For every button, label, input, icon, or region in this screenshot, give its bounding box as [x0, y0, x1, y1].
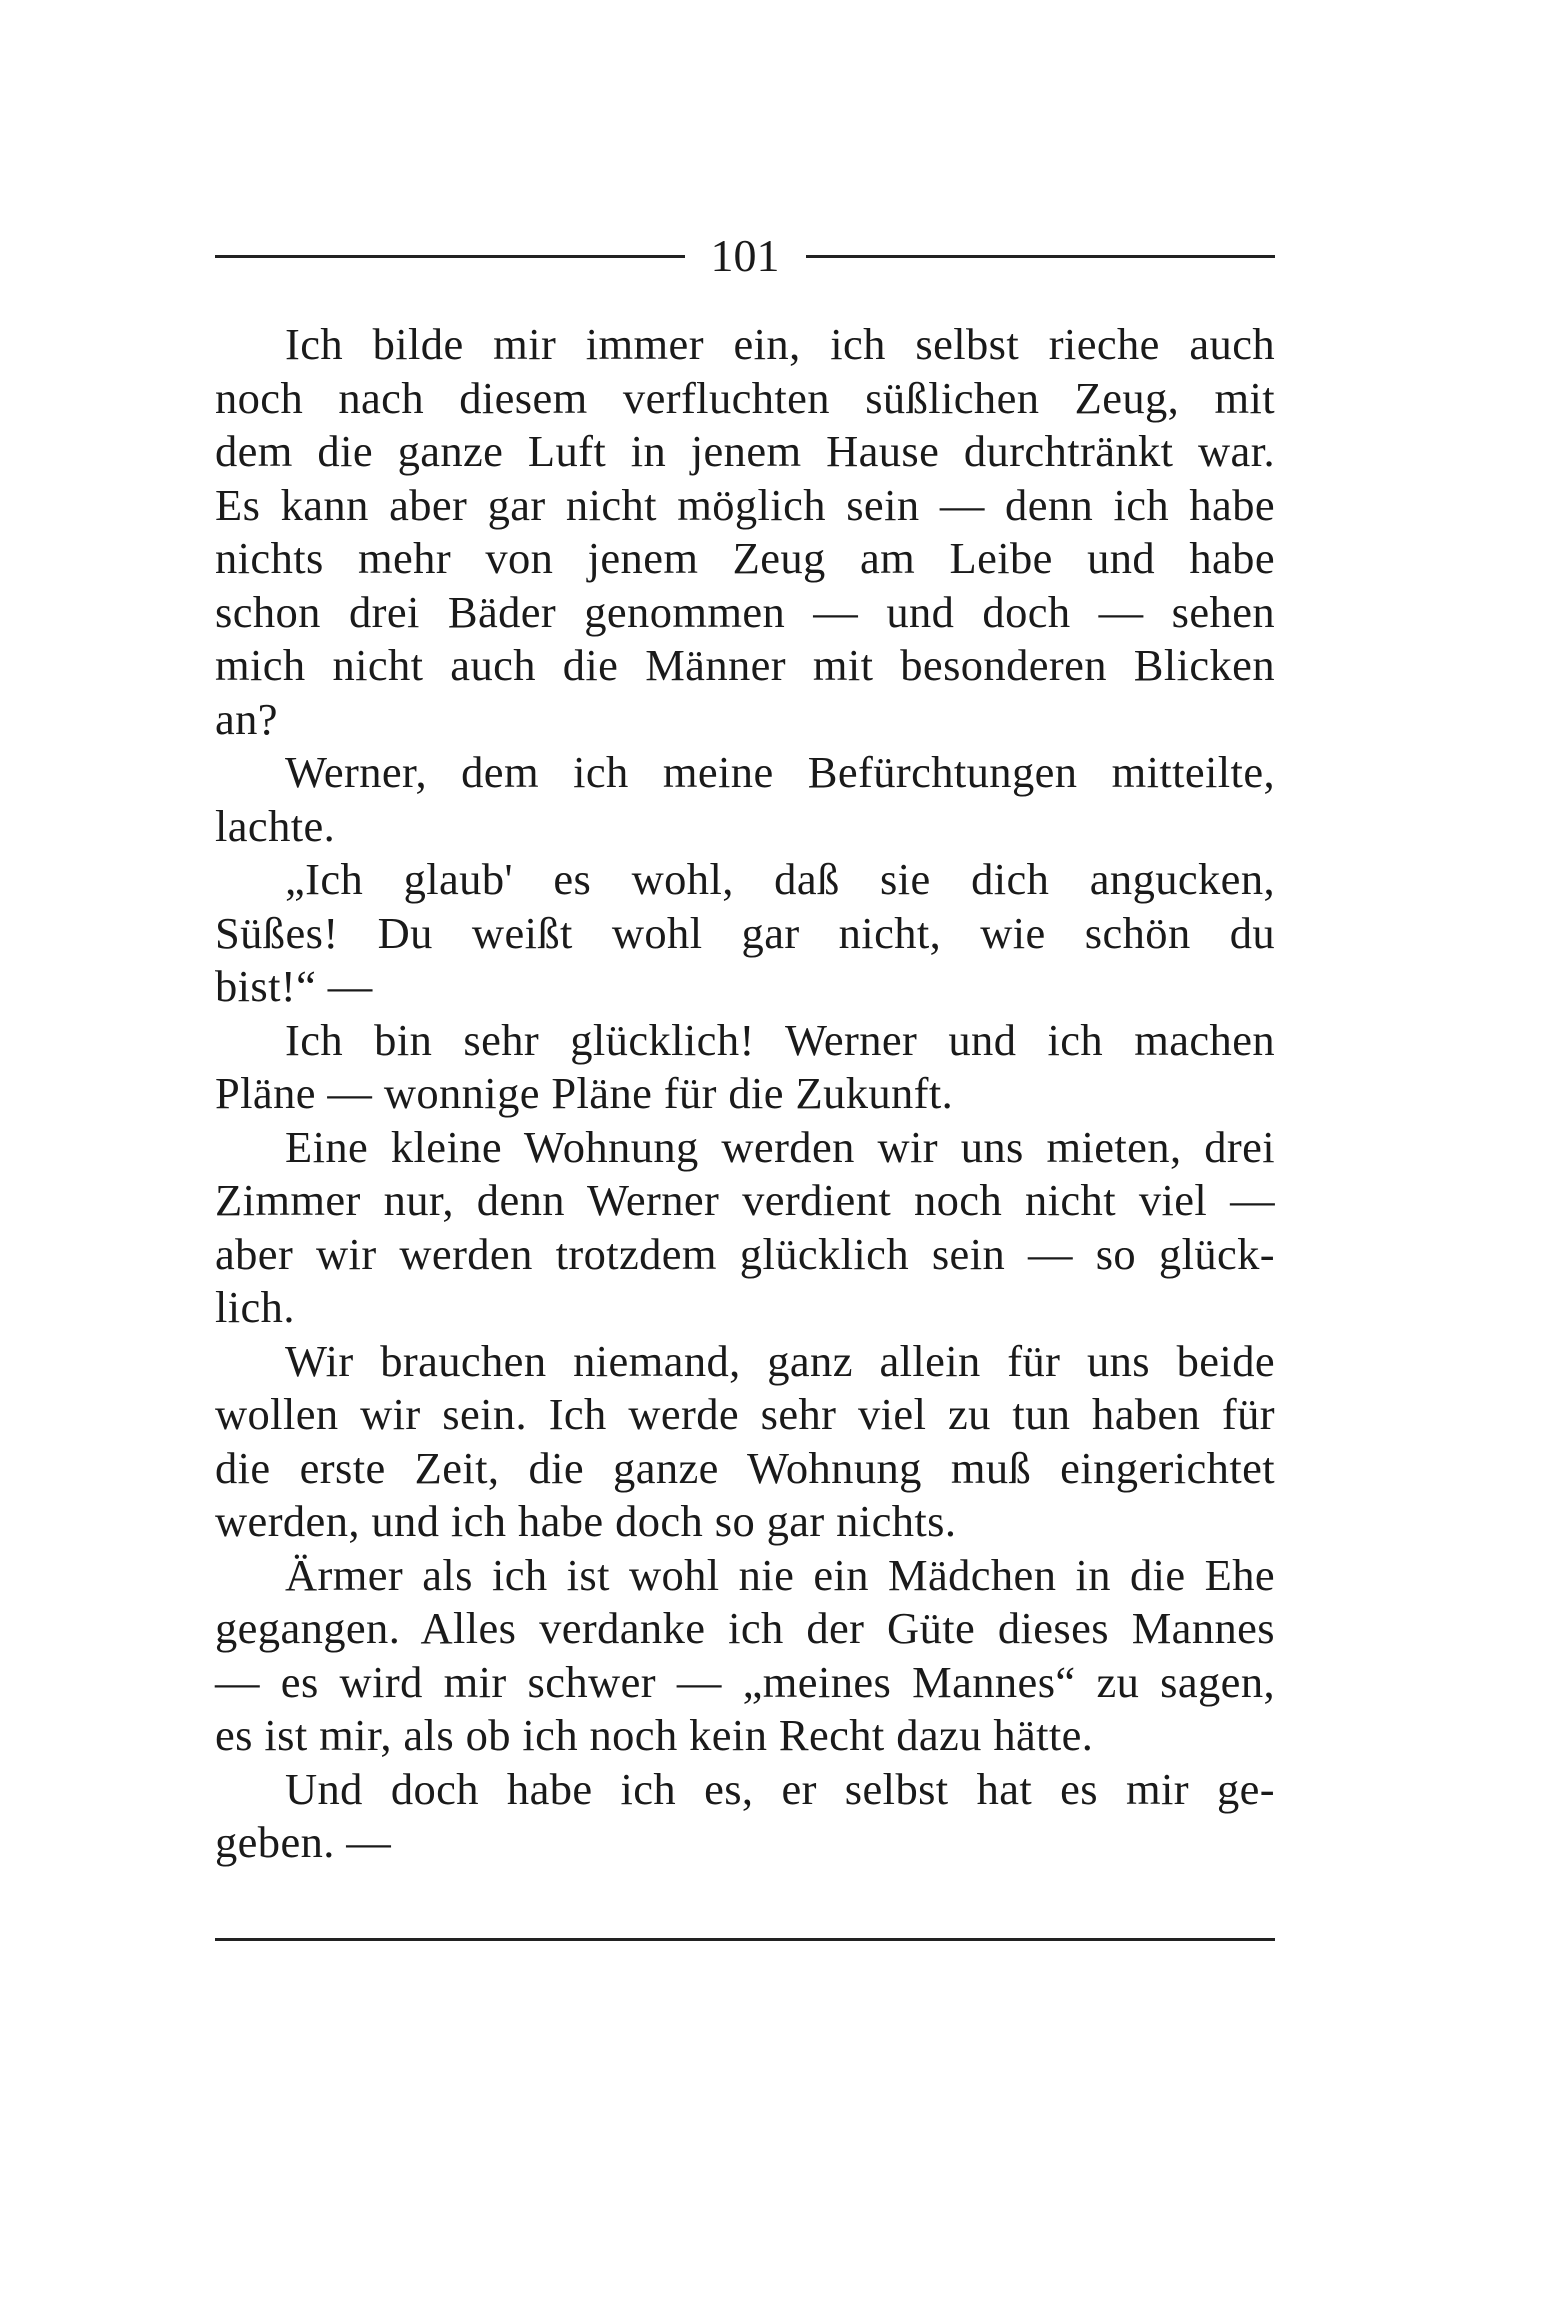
text-line: lich. [215, 1282, 295, 1332]
text-line: Es kann aber gar nicht möglich sein — denn ich habe [215, 479, 1275, 530]
text-line: Süßes! Du weißt wohl gar nicht, wie schön du [215, 907, 1275, 958]
text-line: Ärmer als ich ist wohl nie ein Mädchen in die Ehe [285, 1549, 1275, 1600]
text-line: bist!“ — [215, 961, 373, 1011]
text-line: die erste Zeit, die ganze Wohnung muß eingerichtet [215, 1442, 1275, 1493]
paragraph [215, 1763, 1275, 1870]
page-header [215, 224, 1275, 288]
text-line: Ich bilde mir immer ein, ich selbst rieche auch [285, 319, 1275, 369]
paragraph [215, 746, 1275, 853]
text-line: Eine kleine Wohnung werden wir uns mieten, drei [285, 1121, 1275, 1172]
text-line: schon drei Bäder genommen — und doch — sehen [215, 586, 1275, 637]
text-line: „Ich glaub' es wohl, daß sie dich angucken, [285, 854, 1275, 904]
paragraph [215, 1121, 1275, 1335]
header-rule-left [215, 255, 685, 258]
text-line: Zimmer nur, denn Werner verdient noch nicht viel — [215, 1175, 1275, 1225]
text-line: gegangen. Alles verdanke ich der Güte dieses Mannes [215, 1603, 1275, 1653]
text-line: — es wird mir schwer — „meines Mannes“ zu sagen, [215, 1656, 1275, 1707]
footer-rule [215, 1938, 1275, 1941]
paragraph [215, 318, 1275, 746]
text-line: Wir brauchen niemand, ganz allein für uns beide [285, 1335, 1275, 1386]
text-line: an? [215, 693, 278, 744]
text-line: Ich bin sehr glücklich! Werner und ich machen [285, 1014, 1275, 1065]
text-line: wollen wir sein. Ich werde sehr viel zu tun haben für [215, 1389, 1275, 1439]
text-line: Und doch habe ich es, er selbst hat es mir ge- [285, 1763, 1275, 1814]
text-line: geben. — [215, 1817, 392, 1867]
header-rule-right [806, 255, 1276, 258]
text-line: dem die ganze Luft in jenem Hause durchtränkt war. [215, 426, 1275, 476]
text-line: nichts mehr von jenem Zeug am Leibe und habe [215, 533, 1275, 583]
paragraph [215, 1549, 1275, 1763]
text-line: aber wir werden trotzdem glücklich sein — so glück- [215, 1228, 1275, 1279]
paragraph [215, 853, 1275, 1014]
text-line: es ist mir, als ob ich noch kein Recht dazu hätte. [215, 1710, 1094, 1760]
paragraph [215, 1014, 1275, 1121]
text-line: werden, und ich habe doch so gar nichts. [215, 1496, 957, 1546]
text-line: lachte. [215, 800, 336, 851]
paragraph [215, 1335, 1275, 1549]
text-line: mich nicht auch die Männer mit besonderen Blicken [215, 640, 1275, 690]
body-text [215, 318, 1275, 1870]
text-line: noch nach diesem verfluchten süßlichen Zeug, mit [215, 372, 1275, 423]
text-line: Pläne — wonnige Pläne für die Zukunft. [215, 1068, 954, 1118]
text-line: Werner, dem ich meine Befürchtungen mitteilte, [285, 747, 1275, 797]
page-number: 101 [710, 230, 780, 281]
